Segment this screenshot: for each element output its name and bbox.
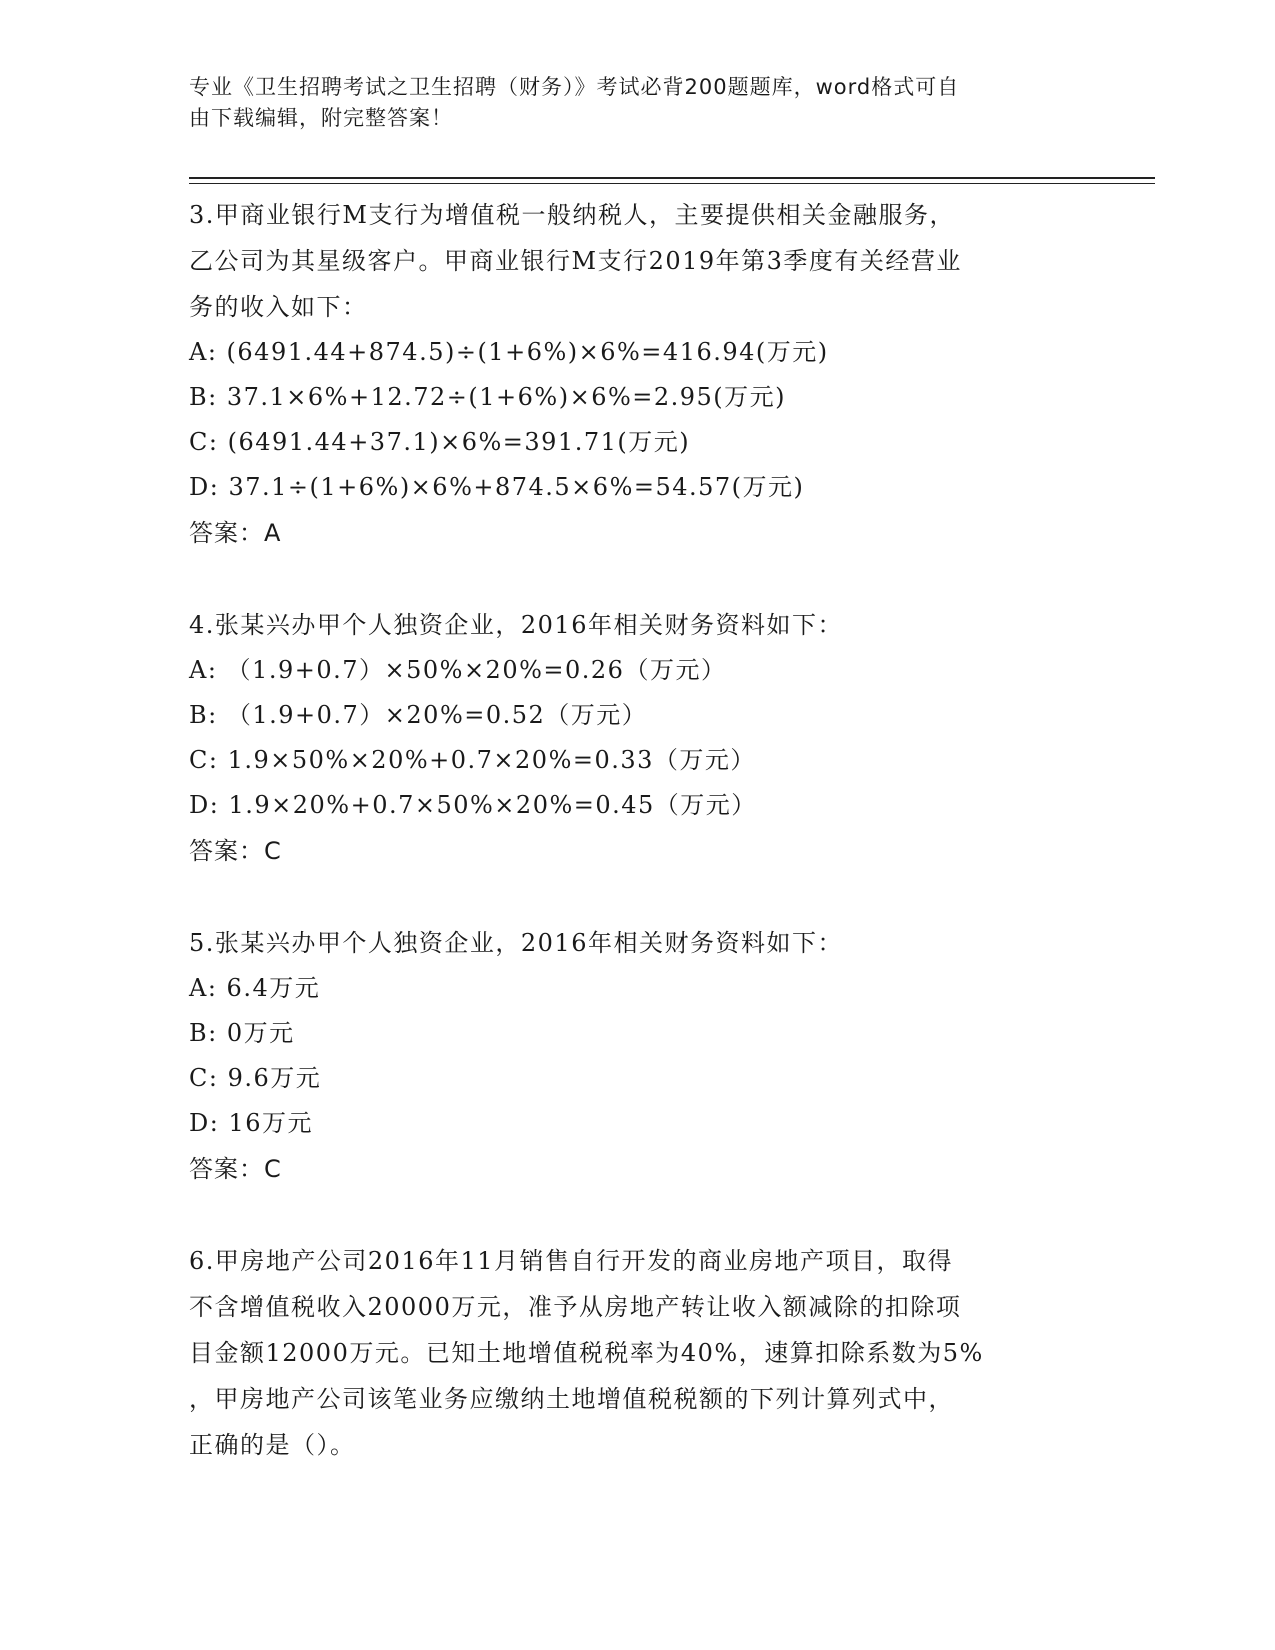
question-stem-line: 正确的是（）。 <box>189 1431 356 1459</box>
header-divider-thick <box>189 177 1155 179</box>
option-a: A: （1.9+0.7）×50%×20%=0.26（万元） <box>189 656 727 684</box>
question-stem-line: 不含增值税收入20000万元，准予从房地产转让收入额减除的扣除项 <box>189 1293 962 1321</box>
option-c: C: 1.9×50%×20%+0.7×20%=0.33（万元） <box>189 746 756 774</box>
question-stem-line: 4.张某兴办甲个人独资企业，2016年相关财务资料如下： <box>189 611 843 639</box>
question-5 <box>189 920 1089 1192</box>
answer-line: 答案：C <box>189 837 282 865</box>
option-a: A: (6491.44+874.5)÷(1+6%)×6%=416.94(万元) <box>189 338 829 366</box>
header-divider-thin <box>189 183 1155 184</box>
question-stem-line: 6.甲房地产公司2016年11月销售自行开发的商业房地产项目，取得 <box>189 1247 954 1275</box>
answer-line: 答案：C <box>189 1155 282 1183</box>
question-stem-line: ，甲房地产公司该笔业务应缴纳土地增值税税额的下列计算列式中， <box>189 1385 954 1413</box>
header-line-1: 专业《卫生招聘考试之卫生招聘（财务）》考试必背200题题库，word格式可自 <box>189 75 960 99</box>
question-stem-line: 乙公司为其星级客户。甲商业银行M支行2019年第3季度有关经营业 <box>189 247 962 275</box>
option-b: B: 37.1×6%+12.72÷(1+6%)×6%=2.95(万元) <box>189 383 787 411</box>
option-b: B: 0万元 <box>189 1019 295 1047</box>
option-b: B: （1.9+0.7）×20%=0.52（万元） <box>189 701 648 729</box>
question-3 <box>189 192 1089 556</box>
question-stem-line: 务的收入如下： <box>189 293 368 321</box>
option-d: D: 37.1÷(1+6%)×6%+874.5×6%=54.57(万元) <box>189 473 805 501</box>
option-d: D: 1.9×20%+0.7×50%×20%=0.45（万元） <box>189 791 757 819</box>
question-6 <box>189 1238 1089 1468</box>
header-line-2: 由下载编辑，附完整答案！ <box>189 106 453 130</box>
option-c: C: 9.6万元 <box>189 1064 322 1092</box>
option-a: A: 6.4万元 <box>189 974 321 1002</box>
question-list <box>189 192 1089 1514</box>
option-c: C: (6491.44+37.1)×6%=391.71(万元) <box>189 428 691 456</box>
answer-line: 答案：A <box>189 519 282 547</box>
option-d: D: 16万元 <box>189 1109 313 1137</box>
question-stem-line: 3.甲商业银行M支行为增值税一般纳税人，主要提供相关金融服务， <box>189 201 955 229</box>
question-stem-line: 目金额12000万元。已知土地增值税税率为40%，速算扣除系数为5% <box>189 1339 984 1367</box>
document-header <box>189 72 1089 134</box>
question-stem-line: 5.张某兴办甲个人独资企业，2016年相关财务资料如下： <box>189 929 843 957</box>
question-4 <box>189 602 1089 874</box>
